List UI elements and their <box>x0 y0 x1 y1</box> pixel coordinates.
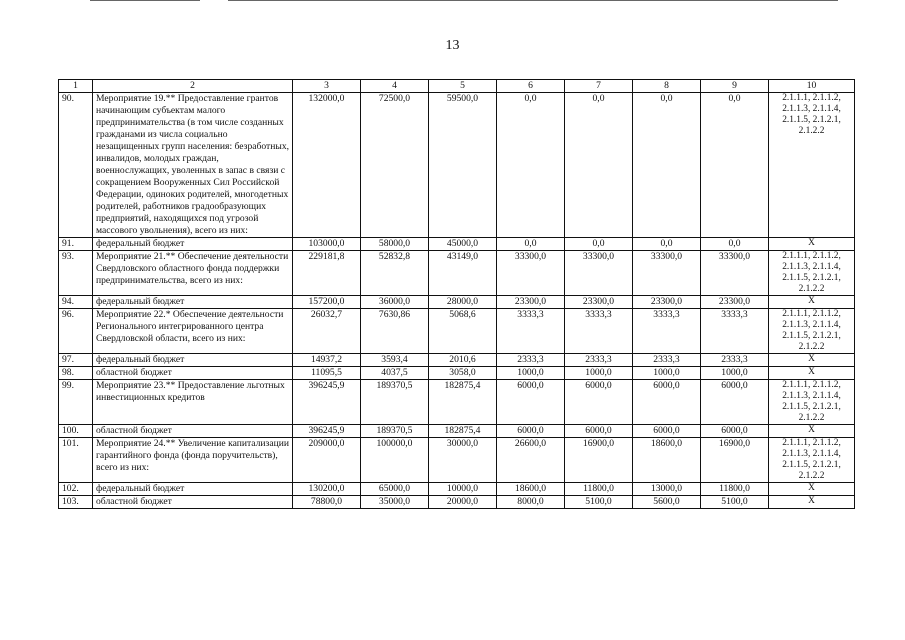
cell-col-7: 6000,0 <box>565 425 633 438</box>
cell-col-4: 3593,4 <box>361 354 429 367</box>
cell-col-6: 26600,0 <box>497 438 565 483</box>
cell-col-4: 58000,0 <box>361 238 429 251</box>
cell-col-4: 36000,0 <box>361 296 429 309</box>
cell-col-5: 182875,4 <box>429 425 497 438</box>
cell-col-8: 13000,0 <box>633 483 701 496</box>
row-number: 91. <box>59 238 93 251</box>
cell-col-9: 11800,0 <box>701 483 769 496</box>
cell-col-6: 2333,3 <box>497 354 565 367</box>
table-row <box>59 367 855 380</box>
table-row <box>59 483 855 496</box>
cell-total: 14937,2 <box>293 354 361 367</box>
column-header: 4 <box>361 80 429 93</box>
cell-col-9: 6000,0 <box>701 425 769 438</box>
cell-total: 26032,7 <box>293 309 361 354</box>
column-header: 9 <box>701 80 769 93</box>
table-row <box>59 438 855 483</box>
item-name: Мероприятие 24.** Увеличение капитализации гарантийного фонда (фонда поручительств), всего из них: <box>93 438 293 483</box>
target-refs: X <box>769 483 855 496</box>
cell-total: 157200,0 <box>293 296 361 309</box>
cell-total: 132000,0 <box>293 93 361 238</box>
cell-col-5: 59500,0 <box>429 93 497 238</box>
top-rule-right <box>228 0 838 1</box>
cell-col-4: 52832,8 <box>361 251 429 296</box>
cell-col-6: 6000,0 <box>497 425 565 438</box>
cell-col-4: 189370,5 <box>361 425 429 438</box>
cell-col-5: 20000,0 <box>429 496 497 509</box>
target-refs: X <box>769 367 855 380</box>
target-refs: X <box>769 296 855 309</box>
cell-col-5: 3058,0 <box>429 367 497 380</box>
table-row <box>59 238 855 251</box>
row-number: 100. <box>59 425 93 438</box>
cell-total: 396245,9 <box>293 380 361 425</box>
budget-table <box>58 79 855 509</box>
item-name: областной бюджет <box>93 367 293 380</box>
cell-col-8: 18600,0 <box>633 438 701 483</box>
row-number: 94. <box>59 296 93 309</box>
cell-col-9: 0,0 <box>701 93 769 238</box>
target-refs: X <box>769 354 855 367</box>
cell-total: 130200,0 <box>293 483 361 496</box>
row-number: 93. <box>59 251 93 296</box>
target-refs: X <box>769 238 855 251</box>
table-body <box>59 80 855 509</box>
cell-col-4: 65000,0 <box>361 483 429 496</box>
cell-col-8: 6000,0 <box>633 380 701 425</box>
cell-col-9: 1000,0 <box>701 367 769 380</box>
cell-col-4: 4037,5 <box>361 367 429 380</box>
target-refs: 2.1.1.1, 2.1.1.2, 2.1.1.3, 2.1.1.4, 2.1.1.5, 2.1.2.1, 2.1.2.2 <box>769 251 855 296</box>
cell-col-7: 5100,0 <box>565 496 633 509</box>
cell-col-8: 3333,3 <box>633 309 701 354</box>
cell-col-6: 6000,0 <box>497 380 565 425</box>
cell-col-9: 0,0 <box>701 238 769 251</box>
cell-col-6: 3333,3 <box>497 309 565 354</box>
item-name: федеральный бюджет <box>93 296 293 309</box>
table-header-row <box>59 80 855 93</box>
target-refs: X <box>769 496 855 509</box>
table-row <box>59 309 855 354</box>
table-row <box>59 425 855 438</box>
cell-col-8: 33300,0 <box>633 251 701 296</box>
cell-col-4: 189370,5 <box>361 380 429 425</box>
cell-col-5: 28000,0 <box>429 296 497 309</box>
cell-total: 11095,5 <box>293 367 361 380</box>
cell-col-4: 35000,0 <box>361 496 429 509</box>
column-header: 1 <box>59 80 93 93</box>
cell-col-7: 16900,0 <box>565 438 633 483</box>
cell-total: 209000,0 <box>293 438 361 483</box>
table-row <box>59 380 855 425</box>
row-number: 96. <box>59 309 93 354</box>
target-refs: 2.1.1.1, 2.1.1.2, 2.1.1.3, 2.1.1.4, 2.1.1.5, 2.1.2.1, 2.1.2.2 <box>769 380 855 425</box>
row-number: 98. <box>59 367 93 380</box>
target-refs: X <box>769 425 855 438</box>
column-header: 10 <box>769 80 855 93</box>
cell-col-6: 33300,0 <box>497 251 565 296</box>
item-name: областной бюджет <box>93 425 293 438</box>
row-number: 99. <box>59 380 93 425</box>
cell-col-6: 8000,0 <box>497 496 565 509</box>
cell-col-7: 23300,0 <box>565 296 633 309</box>
cell-col-6: 1000,0 <box>497 367 565 380</box>
cell-col-7: 1000,0 <box>565 367 633 380</box>
target-refs: 2.1.1.1, 2.1.1.2, 2.1.1.3, 2.1.1.4, 2.1.1.5, 2.1.2.1, 2.1.2.2 <box>769 93 855 238</box>
target-refs: 2.1.1.1, 2.1.1.2, 2.1.1.3, 2.1.1.4, 2.1.1.5, 2.1.2.1, 2.1.2.2 <box>769 309 855 354</box>
cell-col-4: 7630,86 <box>361 309 429 354</box>
item-name: Мероприятие 22.* Обеспечение деятельности Регионального интегрированного центра Свердловской области, всего из них: <box>93 309 293 354</box>
cell-col-6: 23300,0 <box>497 296 565 309</box>
table-row <box>59 296 855 309</box>
cell-total: 78800,0 <box>293 496 361 509</box>
column-header: 2 <box>93 80 293 93</box>
cell-col-9: 3333,3 <box>701 309 769 354</box>
column-header: 8 <box>633 80 701 93</box>
cell-col-8: 2333,3 <box>633 354 701 367</box>
cell-col-5: 2010,6 <box>429 354 497 367</box>
cell-total: 229181,8 <box>293 251 361 296</box>
cell-col-5: 182875,4 <box>429 380 497 425</box>
page-number: 13 <box>445 38 460 53</box>
cell-col-9: 16900,0 <box>701 438 769 483</box>
cell-col-7: 3333,3 <box>565 309 633 354</box>
cell-col-7: 6000,0 <box>565 380 633 425</box>
column-header: 5 <box>429 80 497 93</box>
cell-col-9: 33300,0 <box>701 251 769 296</box>
cell-col-8: 6000,0 <box>633 425 701 438</box>
cell-col-5: 43149,0 <box>429 251 497 296</box>
cell-col-7: 11800,0 <box>565 483 633 496</box>
cell-col-7: 0,0 <box>565 238 633 251</box>
cell-col-8: 23300,0 <box>633 296 701 309</box>
cell-col-6: 0,0 <box>497 93 565 238</box>
row-number: 101. <box>59 438 93 483</box>
table-row <box>59 354 855 367</box>
row-number: 97. <box>59 354 93 367</box>
cell-col-7: 2333,3 <box>565 354 633 367</box>
item-name: федеральный бюджет <box>93 238 293 251</box>
cell-col-9: 6000,0 <box>701 380 769 425</box>
cell-col-9: 2333,3 <box>701 354 769 367</box>
column-header: 7 <box>565 80 633 93</box>
table-row <box>59 496 855 509</box>
cell-col-7: 33300,0 <box>565 251 633 296</box>
item-name: Мероприятие 21.** Обеспечение деятельности Свердловского областного фонда поддержки предпринимательства, всего из них: <box>93 251 293 296</box>
item-name: федеральный бюджет <box>93 483 293 496</box>
item-name: федеральный бюджет <box>93 354 293 367</box>
column-header: 3 <box>293 80 361 93</box>
top-rule-left <box>90 0 200 1</box>
cell-col-9: 5100,0 <box>701 496 769 509</box>
cell-col-5: 30000,0 <box>429 438 497 483</box>
cell-col-4: 72500,0 <box>361 93 429 238</box>
item-name: Мероприятие 19.** Предоставление грантов начинающим субъектам малого предпринимательства (в том числе созданных гражданами из числа социально незащищенных групп населения: безработных, инвалидов, молодых граждан, военнослужащих, уволенных в запас в связи с сокращением Вооруженных Сил Российской Федерации, одиноких родителей, многодетных родителей, работников градообразующих предприятий, находящихся под угрозой массового увольнения), всего из них: <box>93 93 293 238</box>
row-number: 103. <box>59 496 93 509</box>
cell-col-5: 45000,0 <box>429 238 497 251</box>
cell-col-6: 18600,0 <box>497 483 565 496</box>
cell-col-5: 10000,0 <box>429 483 497 496</box>
cell-col-8: 1000,0 <box>633 367 701 380</box>
cell-col-9: 23300,0 <box>701 296 769 309</box>
cell-col-8: 0,0 <box>633 93 701 238</box>
table-row <box>59 93 855 238</box>
table-row <box>59 251 855 296</box>
cell-col-7: 0,0 <box>565 93 633 238</box>
cell-col-8: 0,0 <box>633 238 701 251</box>
column-header: 6 <box>497 80 565 93</box>
item-name: Мероприятие 23.** Предоставление льготных инвестиционных кредитов <box>93 380 293 425</box>
target-refs: 2.1.1.1, 2.1.1.2, 2.1.1.3, 2.1.1.4, 2.1.1.5, 2.1.2.1, 2.1.2.2 <box>769 438 855 483</box>
cell-total: 103000,0 <box>293 238 361 251</box>
cell-total: 396245,9 <box>293 425 361 438</box>
row-number: 102. <box>59 483 93 496</box>
row-number: 90. <box>59 93 93 238</box>
cell-col-5: 5068,6 <box>429 309 497 354</box>
cell-col-8: 5600,0 <box>633 496 701 509</box>
cell-col-4: 100000,0 <box>361 438 429 483</box>
item-name: областной бюджет <box>93 496 293 509</box>
cell-col-6: 0,0 <box>497 238 565 251</box>
